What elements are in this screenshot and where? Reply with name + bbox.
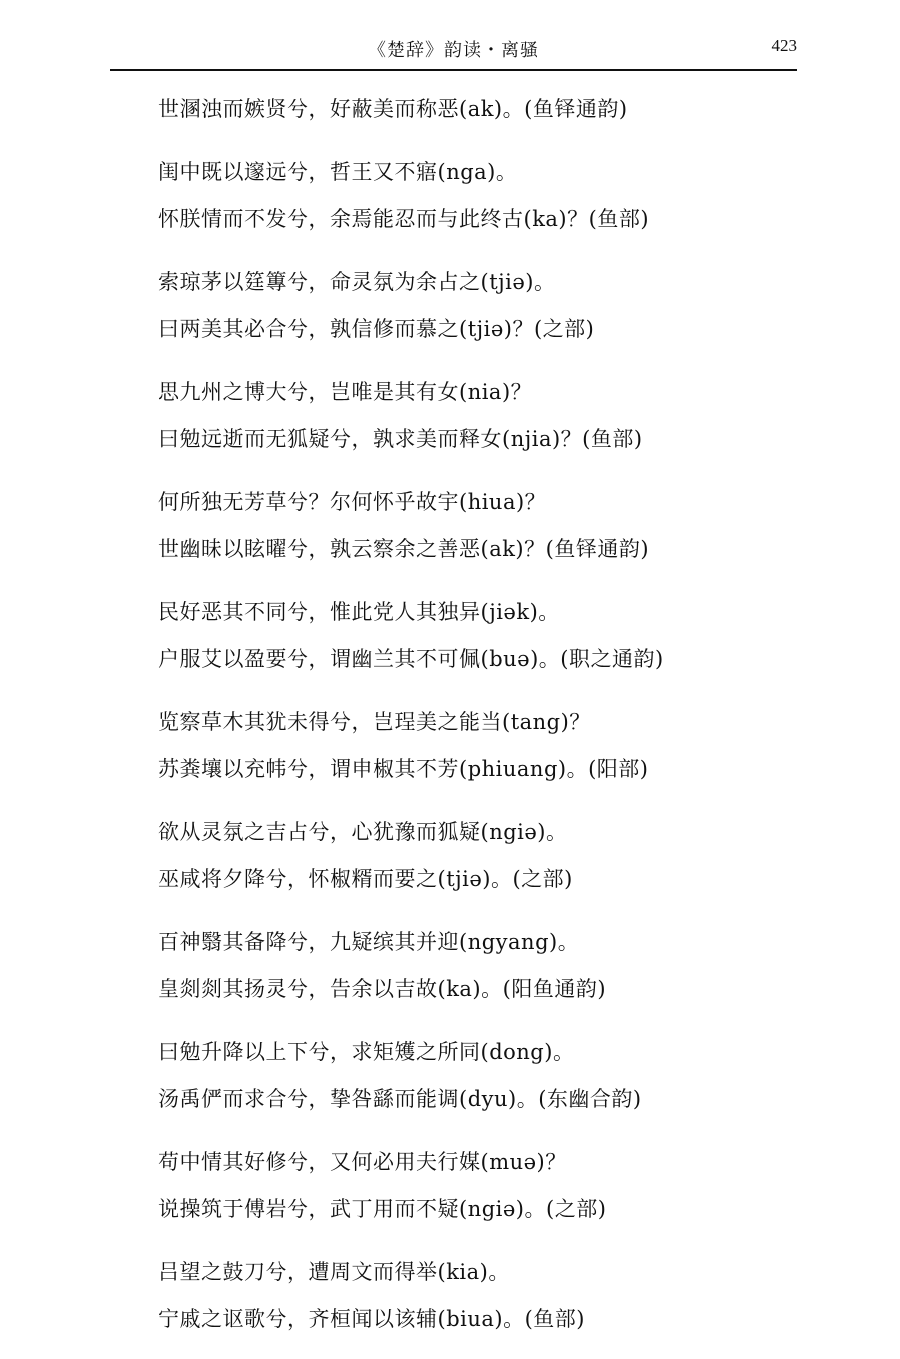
stanza (158, 809, 878, 903)
verse-line: 览察草木其犹未得兮，岂珵美之能当(tang)？ (158, 710, 591, 734)
stanza (158, 1029, 878, 1123)
verse-line: 思九州之博大兮，岂唯是其有女(nia)？ (158, 380, 533, 404)
verse-line: 说操筑于傅岩兮，武丁用而不疑(ngiə)。(之部) (158, 1197, 607, 1221)
verse-line: 皇剡剡其扬灵兮，告余以吉故(ka)。(阳鱼通韵) (158, 977, 607, 1001)
page-number: 423 (771, 36, 797, 55)
verse-line: 苟中情其好修兮，又何必用夫行媒(muə)？ (158, 1150, 567, 1174)
verse-line: 民好恶其不同兮，惟此党人其独异(jiək)。 (158, 600, 560, 624)
stanza (158, 589, 878, 683)
verse-line: 户服艾以盈要兮，谓幽兰其不可佩(buə)。(职之通韵) (158, 647, 664, 671)
stanza (158, 149, 878, 243)
verse-line: 欲从灵氛之吉占兮，心犹豫而狐疑(ngiə)。 (158, 820, 568, 844)
stanza (158, 699, 878, 793)
stanza (158, 369, 878, 463)
stanza (158, 86, 878, 133)
verse-line: 世溷浊而嫉贤兮，好蔽美而称恶(ak)。(鱼铎通韵) (158, 97, 628, 121)
stanza (158, 1249, 878, 1343)
verse-line: 宁戚之讴歌兮，齐桓闻以该辅(biua)。(鱼部) (158, 1307, 585, 1331)
verse-line: 曰勉升降以上下兮，求矩矱之所同(dong)。 (158, 1040, 575, 1064)
verse-line: 曰两美其必合兮，孰信修而慕之(tjiə)？(之部) (158, 317, 595, 341)
verse-line: 苏粪壤以充帏兮，谓申椒其不芳(phiuang)。(阳部) (158, 757, 649, 781)
verse-line: 汤禹俨而求合兮，挚咎繇而能调(dyu)。(东幽合韵) (158, 1087, 642, 1111)
stanza (158, 479, 878, 573)
stanza (158, 919, 878, 1013)
verse-line: 吕望之鼓刀兮，遭周文而得举(kia)。 (158, 1260, 510, 1284)
stanza (158, 259, 878, 353)
verse-line: 何所独无芳草兮？尔何怀乎故宇(hiua)？ (158, 490, 547, 514)
header-rule (110, 69, 797, 71)
running-title: 《楚辞》韵读・离骚 (368, 40, 539, 61)
verse-line: 百神翳其备降兮，九疑缤其并迎(ngyang)。 (158, 930, 580, 954)
stanza (158, 1139, 878, 1233)
verse-line: 曰勉远逝而无狐疑兮，孰求美而释女(njia)？(鱼部) (158, 427, 643, 451)
verse-line: 怀朕情而不发兮，余焉能忍而与此终古(ka)？(鱼部) (158, 207, 650, 231)
verse-line: 闺中既以邃远兮，哲王又不寤(nga)。 (158, 160, 518, 184)
poem-body (158, 86, 878, 1359)
verse-line: 索琼茅以筳篿兮，命灵氛为余占之(tjiə)。 (158, 270, 556, 294)
verse-line: 世幽昧以眩曜兮，孰云察余之善恶(ak)？(鱼铎通韵) (158, 537, 650, 561)
running-header (110, 36, 797, 70)
verse-line: 巫咸将夕降兮，怀椒糈而要之(tjiə)。(之部) (158, 867, 573, 891)
